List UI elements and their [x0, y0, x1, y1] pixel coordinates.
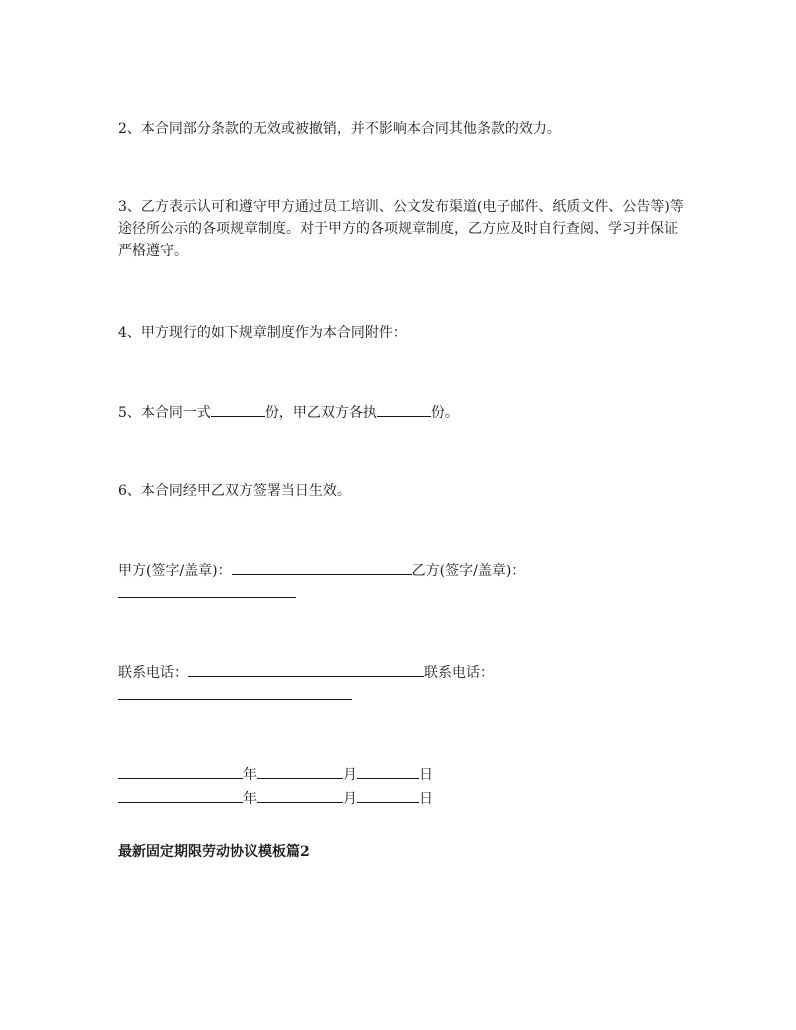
phone-b-blank: [118, 699, 352, 700]
month-b-blank: [257, 786, 343, 803]
day-b-blank: [357, 786, 419, 803]
signature-line: [118, 558, 525, 582]
clause-5-text-3: 份。: [430, 405, 459, 421]
year-b-label: 年: [243, 791, 257, 807]
day-a-blank: [357, 762, 419, 779]
clause-5: [118, 400, 459, 424]
next-section-heading: 最新固定期限劳动协议模板篇2: [118, 844, 310, 860]
year-a-label: 年: [243, 767, 257, 783]
party-b-signature-blank: [118, 597, 296, 598]
phone-a-blank: [188, 660, 424, 677]
clause-5-text-2: 份，甲乙双方各执: [264, 405, 377, 421]
clause-3: 3、乙方表示认可和遵守甲方通过员工培训、公文发布渠道(电子邮件、纸质文件、公告等)等途径所公示的各项规章制度。对于甲方的各项规章制度，乙方应及时自行查阅、学习并保证严格遵守。: [118, 199, 684, 259]
year-a-blank: [118, 762, 243, 779]
copies-total-blank: [211, 400, 265, 417]
party-a-label: 甲方(签字/盖章)：: [118, 563, 232, 579]
date-line-b: [118, 786, 433, 810]
phone-label-b: 联系电话：: [424, 665, 494, 681]
month-a-label: 月: [343, 767, 357, 783]
party-b-label: 乙方(签字/盖章)：: [411, 563, 526, 579]
phone-label-a: 联系电话：: [118, 665, 188, 681]
clause-4: 4、甲方现行的如下规章制度作为本合同附件：: [118, 325, 407, 341]
clause-5-text-1: 5、本合同一式: [118, 405, 211, 421]
year-b-blank: [118, 786, 243, 803]
day-a-label: 日: [419, 767, 433, 783]
month-b-label: 月: [343, 791, 357, 807]
clause-2: 2、本合同部分条款的无效或被撤销，并不影响本合同其他条款的效力。: [118, 121, 561, 137]
clause-6: 6、本合同经甲乙双方签署当日生效。: [118, 483, 351, 499]
month-a-blank: [257, 762, 343, 779]
date-line-a: [118, 762, 433, 786]
phone-line: [118, 660, 494, 684]
day-b-label: 日: [419, 791, 433, 807]
party-a-signature-blank: [232, 558, 412, 575]
copies-each-blank: [377, 400, 431, 417]
